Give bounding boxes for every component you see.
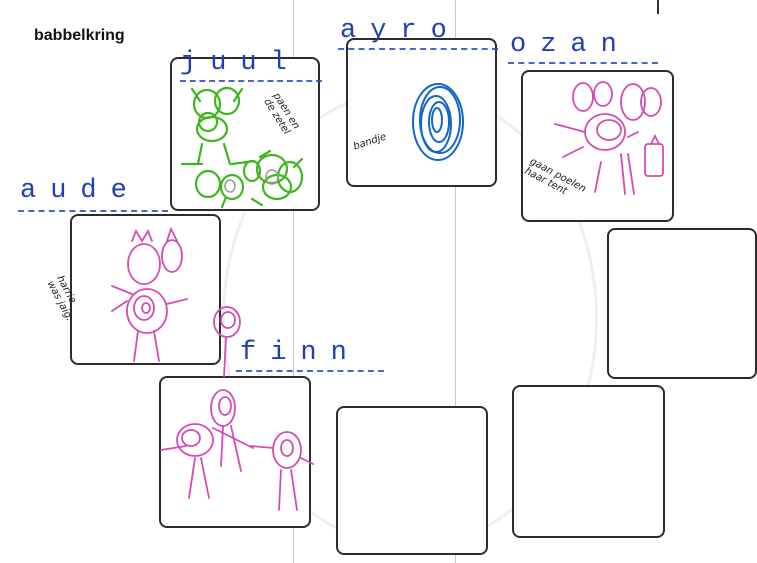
stamp-underline-ozan [508, 62, 658, 64]
name-stamp-ozan: ozan [510, 30, 631, 60]
stamp-underline-finn [236, 370, 384, 372]
drawing-box-ayro [346, 38, 497, 187]
stamp-underline-ayro [338, 48, 498, 50]
caption-juul: paen en de zetel [261, 91, 302, 137]
drawing-aude-pink-figure [72, 216, 223, 367]
name-stamp-finn: finn [240, 338, 361, 368]
drawing-box-empty-2 [336, 406, 488, 555]
stamp-underline-aude [18, 210, 168, 212]
caption-ayro: bandje [352, 131, 388, 153]
stamp-underline-juul [180, 80, 322, 82]
name-stamp-aude: aude [20, 176, 141, 206]
worksheet-title: babbelkring [34, 27, 125, 44]
drawing-box-ozan [521, 70, 674, 222]
drawing-ozan-pink-figure [523, 72, 676, 224]
caption-aude: harrie was jaig. [44, 274, 78, 324]
drawing-box-empty-1 [607, 228, 757, 379]
name-stamp-juul: juul [180, 48, 301, 78]
drawing-juul-green-figures [172, 59, 322, 213]
caption-ozan: gaan poelen haar tent [522, 156, 588, 198]
drawing-box-finn [159, 376, 311, 528]
drawing-finn-pink-figures [161, 378, 313, 530]
drawing-ayro-blue-scribble [348, 40, 499, 189]
drawing-box-aude [44, 214, 221, 365]
name-stamp-ayro: ayro [340, 16, 461, 46]
drawing-box-empty-3 [512, 385, 665, 538]
edge-mark [657, 0, 659, 14]
